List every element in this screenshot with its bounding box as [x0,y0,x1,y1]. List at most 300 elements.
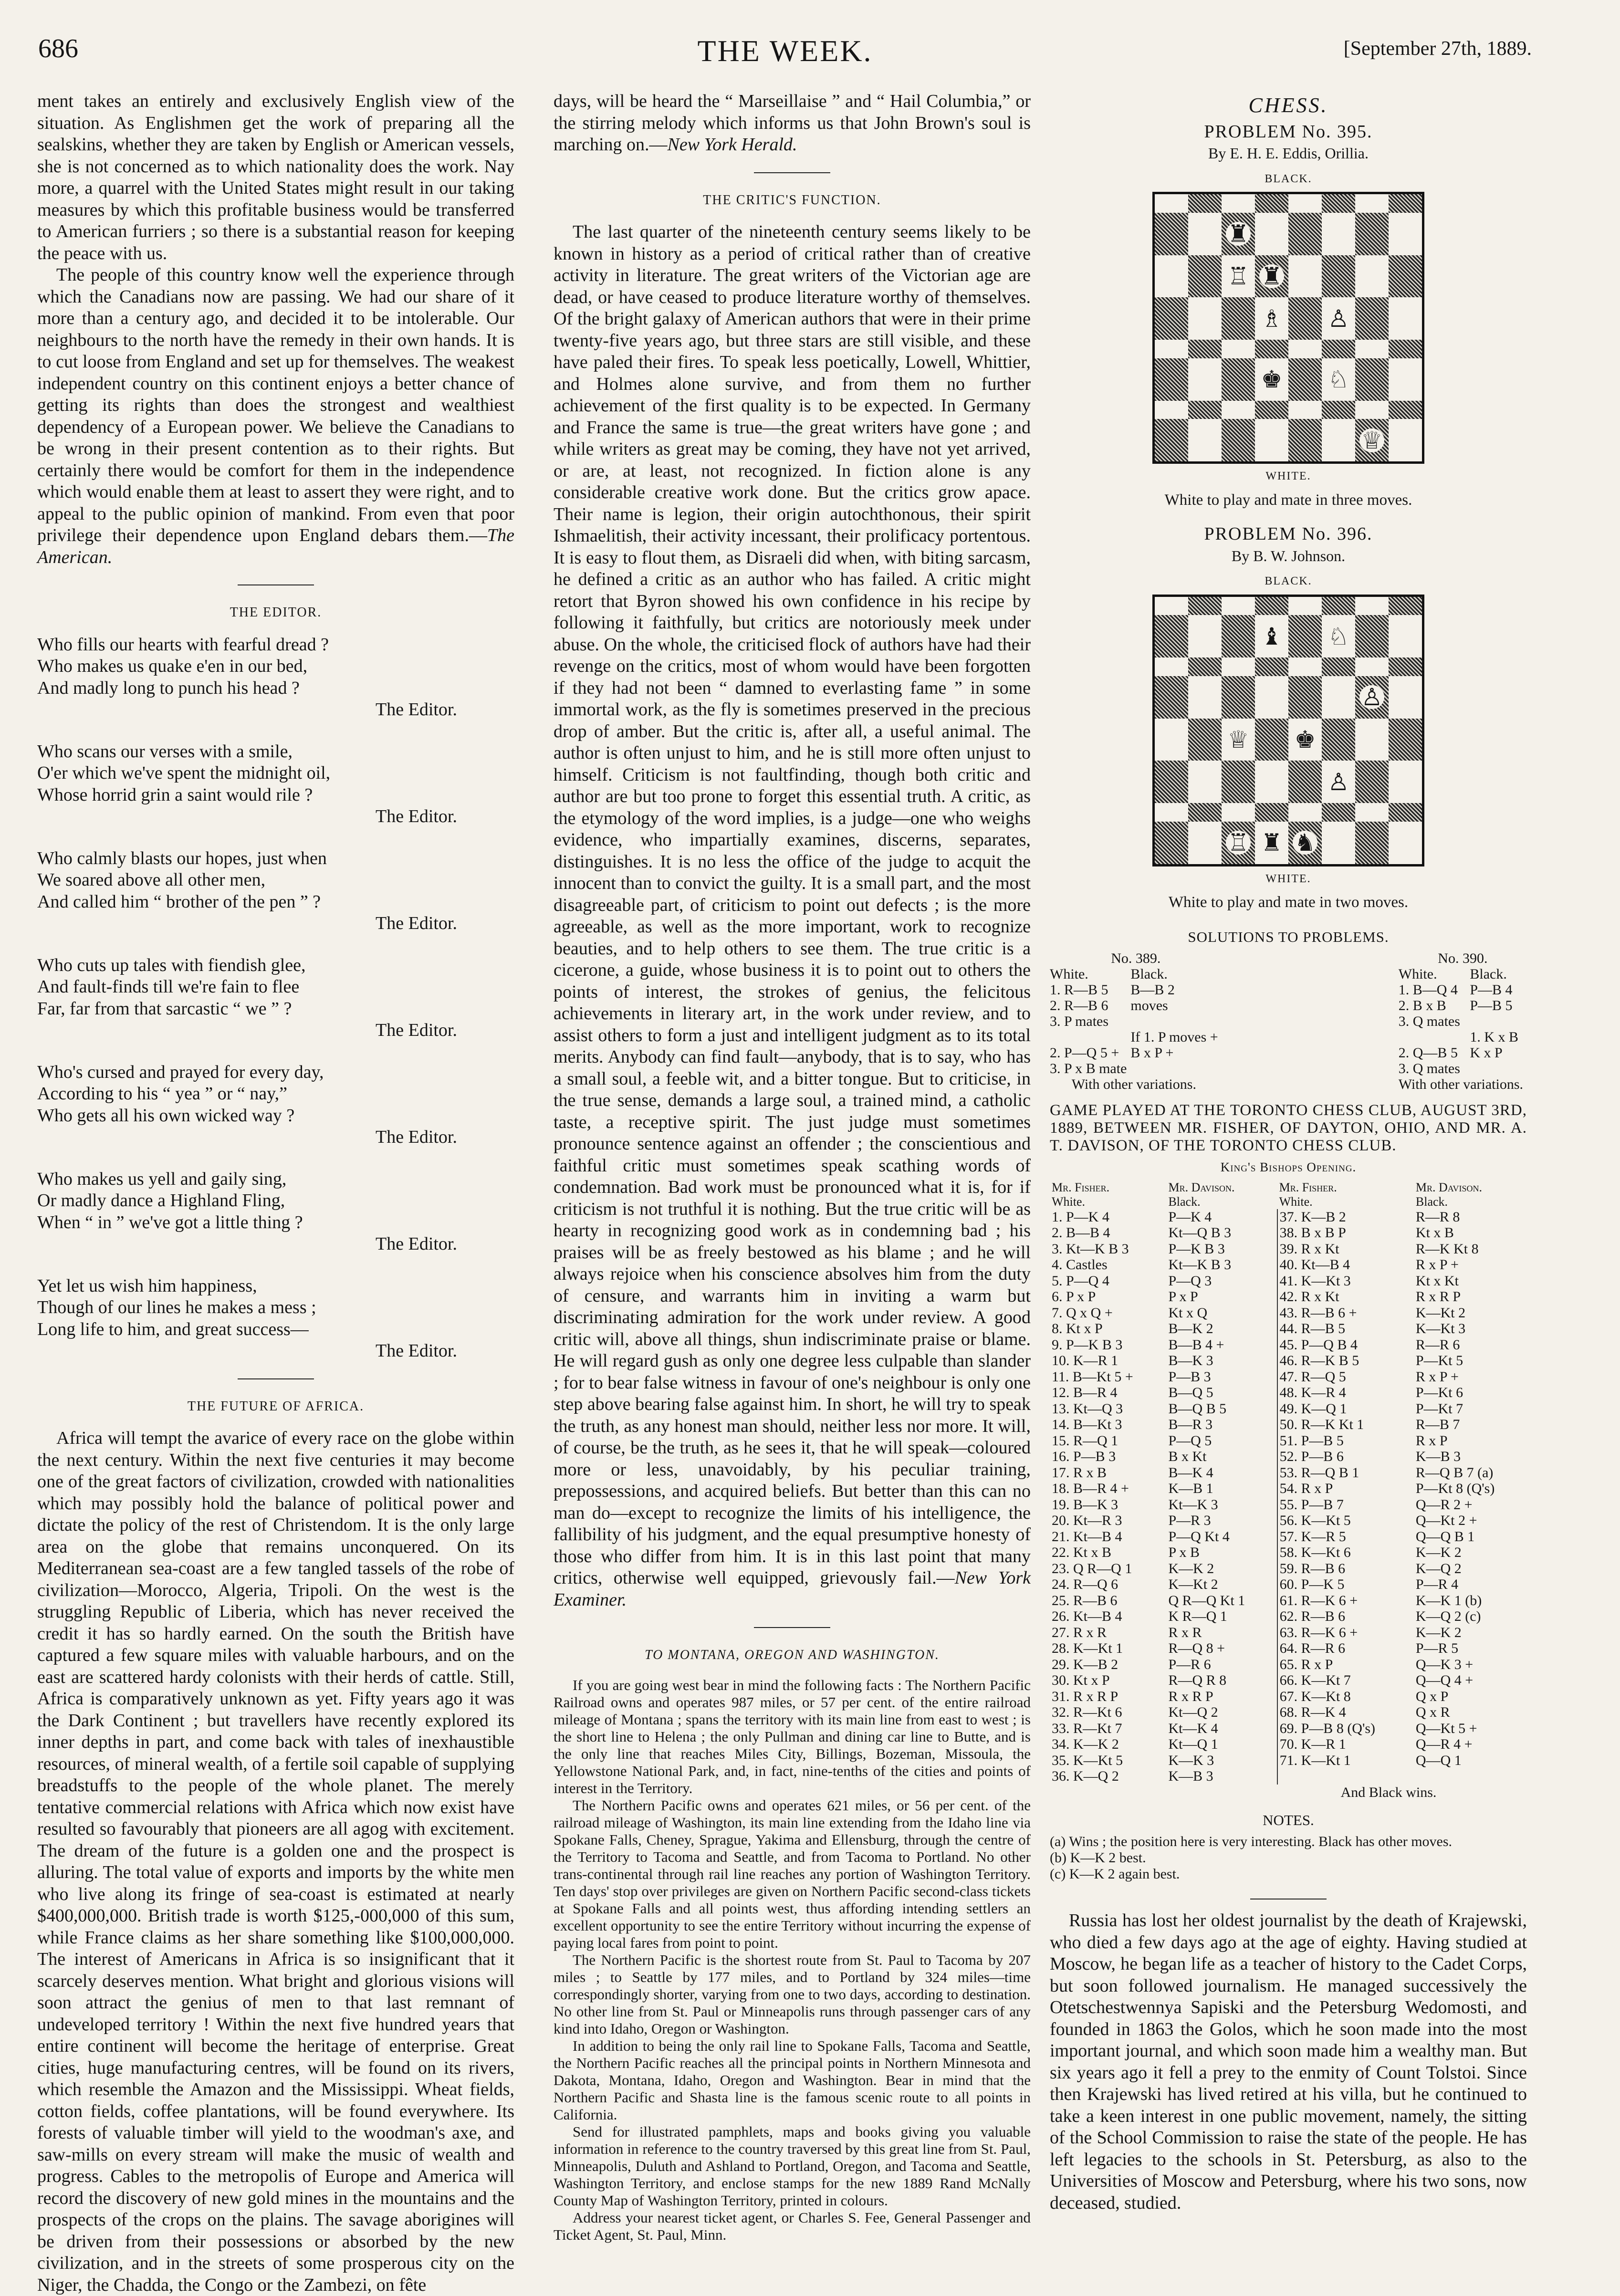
move-cell: 71. K—Kt 1 [1277,1753,1414,1769]
move-cell: P—B 5 [1470,998,1513,1013]
board-square [1255,401,1288,419]
board-square [1155,255,1188,298]
black-label: BLACK. [1265,575,1312,587]
board-square [1288,297,1322,340]
column-header: Black. [1470,966,1507,982]
advert-paragraph: Address your nearest ticket agent, or Charles S. Fee, General Passenger and Ticket Agent, St. Paul, Minn. [554,2209,1031,2243]
chess-piece-icon: ♚ [1293,728,1318,751]
board-square [1155,194,1188,213]
move-cell: 2. Q—B 5 [1398,1045,1458,1061]
board-square [1255,419,1288,461]
board-square [1255,213,1288,255]
move-cell: 20. Kt—R 3 [1052,1513,1122,1528]
board-square [1155,822,1188,864]
move-cell: R—K Kt 8 [1415,1241,1479,1257]
move-cell: 62. R—B 6 [1277,1608,1414,1625]
move-cell: Kt—K 3 [1168,1496,1218,1513]
board-square [1155,401,1188,419]
move-cell: P—Q 5 [1168,1432,1212,1449]
move-cell: 24. R—Q 6 [1052,1576,1118,1592]
game-score-table [1050,1180,1527,1785]
move-cell: R x R [1168,1624,1202,1640]
move-cell: 8. Kt x P [1052,1321,1103,1336]
board-square [1389,719,1422,761]
solution-row [1050,982,1222,998]
move-cell: K x P [1470,1045,1503,1061]
board-square [1288,340,1322,358]
move-cell: 22. Kt x B [1052,1545,1112,1560]
board-square [1389,761,1422,803]
move-cell: 14. B—Kt 3 [1052,1417,1122,1432]
solution-table [1050,950,1222,1092]
page-number: 686 [38,34,78,63]
board-square [1389,255,1422,298]
board-square [1355,761,1389,803]
chess-problem-395 [1050,121,1527,511]
move-cell: 38. B x B P [1277,1225,1414,1241]
board-square [1255,719,1288,761]
move-row [1050,1289,1527,1305]
board-square [1222,297,1255,340]
board-square [1222,761,1255,803]
move-cell [1130,1013,1222,1029]
move-cell: 1. K x B [1470,1029,1519,1045]
move-cell [1470,1013,1527,1029]
verse-line: And fault-finds till we're fain to flee [37,977,300,997]
opening-name: King's Bishops Opening. [1220,1160,1357,1174]
board-square [1288,719,1322,761]
board-square [1355,803,1389,822]
board-square [1188,297,1222,340]
move-cell [1050,1029,1130,1045]
solutions-heading: SOLUTIONS TO PROBLEMS. [1188,928,1389,945]
move-cell: 53. R—Q B 1 [1277,1465,1414,1481]
move-cell: B—B 2 [1130,982,1175,998]
board-square [1322,719,1355,761]
problem-author: By B. W. Johnson. [1231,547,1346,564]
solution-row [1399,998,1527,1013]
board-square [1222,401,1255,419]
verse-line: Who cuts up tales with fiendish glee, [37,955,306,975]
move-cell: R x P + [1415,1368,1459,1385]
board-square [1322,297,1355,340]
board-square [1155,761,1188,803]
article-heading: THE FUTURE OF AFRICA. [187,1398,365,1414]
move-cell: 26. Kt—B 4 [1052,1608,1122,1624]
board-square [1155,803,1188,822]
move-cell: 33. R—Kt 7 [1052,1720,1122,1736]
board-square [1322,419,1355,461]
move-cell: R—Q B 7 (a) [1415,1464,1494,1481]
chess-piece-icon: ♜ [1259,264,1285,288]
move-cell: K—K 1 (b) [1415,1592,1482,1608]
column-header: Black. [1130,966,1168,982]
move-cell: Q—Q B 1 [1415,1528,1475,1545]
divider [754,172,830,173]
move-cell: Q—Q 1 [1415,1752,1462,1768]
move-row [1050,1465,1527,1481]
board-square [1389,597,1422,616]
board-square [1288,615,1322,657]
move-cell: 67. K—Kt 8 [1277,1689,1414,1705]
player-header: Mr. Davison. Black. [1168,1180,1235,1209]
board-square [1222,676,1255,719]
solution-row [1050,1029,1222,1045]
move-cell: 68. R—K 4 [1277,1704,1414,1721]
board-square [1389,615,1422,657]
board-square [1255,194,1288,213]
board-square [1255,676,1288,719]
board-square [1188,213,1222,255]
verse-line: According to his “ yea ” or “ nay,” [37,1084,288,1104]
board-square [1355,297,1389,340]
move-cell: 5. P—Q 4 [1052,1273,1109,1289]
move-cell: R—R 8 [1415,1209,1460,1225]
move-cell: 49. K—Q 1 [1277,1401,1414,1417]
move-cell: P—B 4 [1470,982,1513,998]
board-square [1188,597,1222,616]
poem-credit: The Editor. [376,699,457,720]
poem-stanza [37,741,514,828]
board-square [1155,340,1188,358]
move-cell: 50. R—K Kt 1 [1277,1417,1414,1433]
chess-piece-icon: ♖ [1226,264,1251,288]
game-note: (a) Wins ; the position here is very interesting. Black has other moves. [1050,1834,1453,1849]
move-row [1050,1417,1527,1433]
article-paragraph: The people of this country know well the experience through which the Canadians now are passing. We had our share of it more than a century ago, and decided it to be intolerable. Our neighbours to the north have the remedy in their own hands. It is to cut loose from England and set up for themselves. The weakest independent country on this continent enjoys a better chance of getting its rights than does the strongest and wealthiest dependency of a European power. We believe the Canadians to be wrong in their present contention as to their rights. But certainly there would be comfort for them in the independence which would enable them at least to assert they were right, and to appeal to the public opinion of mankind. From even that poor privilege their dependence upon England debars them.—The American. [37,265,514,567]
move-cell: Kt—K B 3 [1168,1257,1232,1273]
chess-board [1152,192,1424,464]
solution-footer: With other variations. [1071,1076,1196,1092]
move-cell [1399,1029,1470,1045]
board-square [1389,297,1422,340]
game-note: (b) K—K 2 best. [1050,1850,1146,1866]
move-cell: P—R 5 [1415,1640,1459,1656]
board-square [1322,358,1355,401]
board-square [1322,822,1355,864]
article-paragraph: Africa will tempt the avarice of every race on the globe within the next century. Within the next five centuries it may become one of the great factors of civilization, crowded with nationalities which may possibly hold the balance of political power and dictate the policy of the rest of Christendom. It is the only large area on the globe that remains unconquered. On its Mediterranean sea-coast are a few tangled tassels of the robe of civilization—Morocco, Algeria, Tripoli. On the west is the struggling Republic of Liberia, which has never received the credit it has so hardly earned. On the south the British have captured a few square miles with valuable harbours, and on the east are scattered hardy colonists with their herds of cattle. Still, Africa is comparatively unknown as yet. Fifty years ago it was the Dark Continent ; but travellers have recently explored its inner depths in part, and come back with tales of inexhaustible resources, of mineral wealth, of a fertile soil capable of supplying breadstuffs to the people of the whole planet. The merely tentative commercial relations with Africa which now exist have resulted so favourably that pioneers are all agog with excitement. The dream of the future is a golden one and the prospect is alluring. The total value of exports and imports by the white men who live along its fringe of sea-coast is estimated at nearly $400,000,000. British trade is worth $125,-000,000 of this sum, while France claims as her share something like $100,000,000. The interest of Americans in Africa is so insignificant that it scarcely deserves mention. What bright and glorious visions will soon attract the genius of men to that last remnant of undeveloped territory ! Within the next five hundred years that entire continent will become the heritage of enterprise. Great cities, huge manufacturing centres, will be found on its rivers, which resemble the Amazon and the Mississippi. Wheat fields, cotton fields, coffee plantations, will be found everywhere. Its forests of valuable timber will yield to the woodman's axe, and saw-mills on every stream will make the music of wealth and progress. Cables to the metropolis of Europe and America will record the discovery of new gold mines in the mountains and the prospects of the crops on the plains. The savage aborigines will be driven from their possessions or absorbed by the new civilization, and in the streets of some prosperous city on the Niger, the Chadda, the Congo or the Zambezi, on fête [37,1428,514,2295]
move-row [1050,1721,1527,1737]
move-cell: K—K 3 [1168,1752,1214,1768]
problem-caption: White to play and mate in two moves. [1168,894,1409,911]
move-cell: 25. R—B 6 [1052,1592,1118,1608]
board-square [1155,419,1188,461]
chess-piece-icon: ♜ [1226,222,1251,246]
board-square [1188,615,1222,657]
move-cell: 10. K—R 1 [1052,1353,1118,1368]
move-cell: Kt—K 4 [1168,1720,1218,1736]
board-square [1222,657,1255,676]
move-cell: R—Q 8 + [1168,1640,1225,1656]
move-cell: 30. Kt x P [1052,1672,1110,1688]
board-square [1355,255,1389,298]
move-cell: 61. R—K 6 + [1277,1593,1414,1609]
move-cell: P—Q 3 [1168,1273,1212,1289]
move-cell: P—B 3 [1168,1368,1211,1385]
move-cell: 4. Castles [1052,1257,1108,1273]
board-square [1288,761,1322,803]
board-square [1188,803,1222,822]
issue-date: [September 27th, 1889. [1343,38,1532,60]
column-header: White. [1050,966,1088,982]
board-square [1222,340,1255,358]
advert-heading: TO MONTANA, OREGON AND WASHINGTON. [645,1648,940,1662]
solution-row [1399,1061,1527,1076]
move-cell: 23. Q R—Q 1 [1052,1560,1132,1576]
board-square [1389,401,1422,419]
move-cell: 6. P x P [1052,1289,1096,1305]
move-cell: P—Kt 5 [1415,1353,1463,1368]
move-cell: K—B 3 [1168,1768,1213,1784]
move-cell: Kt—Q 1 [1168,1736,1218,1752]
move-row [1050,1625,1527,1641]
move-cell: P—Q Kt 4 [1168,1528,1230,1545]
advert-paragraph: In addition to being the only rail line to Spokane Falls, Tacoma and Seattle, the Northern Pacific reaches all the principal points in Northern Minnesota and Dakota, Montana, Idaho, Oregon and Washington. Bear in mind that the Northern Pacific and Shasta line is the famous scenic route to all points in California. [554,2037,1031,2123]
board-square [1322,401,1355,419]
move-cell: Q—R 4 + [1415,1736,1473,1752]
move-cell: 9. P—K B 3 [1052,1336,1123,1353]
board-square [1355,822,1389,864]
move-cell: R x R P [1168,1688,1213,1704]
board-square [1355,597,1389,616]
board-square [1288,255,1322,298]
board-square [1355,719,1389,761]
chess-piece-icon: ♕ [1359,428,1385,452]
board-square [1288,676,1322,719]
move-cell: 44. R—B 5 [1277,1321,1414,1337]
move-cell: 31. R x R P [1052,1688,1118,1704]
chess-piece-icon: ♘ [1326,625,1351,648]
board-square [1222,615,1255,657]
board-square [1188,194,1222,213]
board-square [1322,657,1355,676]
solution-table [1399,950,1527,1092]
move-cell: 2. B x B [1398,998,1446,1013]
board-square [1389,803,1422,822]
move-cell: 2. B—B 4 [1052,1225,1110,1241]
white-label: WHITE. [1265,470,1311,482]
verse-line: Yet let us wish him happiness, [37,1275,257,1296]
advert-paragraph: Send for illustrated pamphlets, maps and books giving you valuable information in reference to the country traversed by this great line from St. Paul, Minneapolis, Duluth and Ashland to Portland, Oregon, and Tacoma and Seattle, Washington Territory, and enclose stamps for the new 1889 Rand McNally County Map of Washington Territory, printed in colours. [554,2123,1031,2209]
game-result: And Black wins. [1340,1784,1437,1800]
board-square [1288,213,1322,255]
move-row [1050,1273,1527,1289]
move-cell: 3. P mates [1050,1013,1109,1029]
poem-stanza [37,1169,514,1255]
move-cell: Q—Kt 5 + [1415,1720,1477,1736]
move-cell: P—R 4 [1415,1576,1459,1592]
move-cell: 29. K—B 2 [1052,1656,1118,1672]
move-row [1050,1640,1527,1657]
page-header [38,33,1532,76]
move-cell [1470,1061,1527,1076]
russia-article: Russia has lost her oldest journalist by the death of Krajewski, who died a few days ago at the age of eighty. Having studied at Moscow, he began life as a teacher of history to the Cadet Corps, but soon followed journalism. He managed successively the Otetschestwennya Sapiski and the Petersburg Wedomosti, and founded in 1863 the Golos, which he soon made into the most important journal, and which soon made him a wealthy man. But six years ago it fell a prey to the enmity of Count Tolstoi. Since then Krajewski has lived retired at his villa, but he continued to take a keen interest in one public movement, namely, the sitting of the School Commission to raise the state of the people. He has left legacies to the schools in St. Petersburg, as also to the Universities of Moscow and Petersburg, where his two sons, now deceased, studied. [1050,1910,1527,2213]
divider [238,584,314,585]
move-cell: 64. R—R 6 [1277,1640,1414,1657]
chess-piece-icon: ♚ [1259,367,1285,391]
move-row [1050,1225,1527,1241]
verse-line: And madly long to punch his head ? [37,678,300,698]
board-square [1255,657,1288,676]
move-row [1050,1672,1527,1689]
board-square [1389,676,1422,719]
move-cell: Q R—Q Kt 1 [1168,1592,1245,1608]
move-cell: B—K 3 [1168,1353,1213,1368]
move-cell: K—B 1 [1168,1481,1213,1496]
move-row [1050,1209,1527,1225]
board-square [1288,597,1322,616]
move-cell: 46. R—K B 5 [1277,1353,1414,1369]
move-cell [1277,1768,1414,1785]
board-square [1322,194,1355,213]
move-cell: 65. R x P [1277,1657,1414,1673]
solution-row [1050,998,1222,1013]
move-cell: 52. P—B 6 [1277,1449,1414,1465]
board-square [1155,719,1188,761]
move-cell: K—Kt 2 [1415,1305,1466,1321]
solution-number: No. 389. [1111,950,1161,966]
problem-caption: White to play and mate in three moves. [1164,491,1412,509]
move-row [1050,1529,1527,1545]
poem-credit: The Editor. [376,913,457,933]
board-square [1255,297,1288,340]
poem-final-stanza [37,1275,514,1362]
move-cell: P—Kt 8 (Q's) [1415,1481,1495,1496]
column-3 [1050,91,1527,2214]
board-square [1188,255,1222,298]
move-row [1050,1608,1527,1625]
board-square [1155,676,1188,719]
move-cell: 19. B—K 3 [1052,1496,1118,1513]
board-square [1222,803,1255,822]
board-square [1155,358,1188,401]
board-square [1188,657,1222,676]
board-square [1355,194,1389,213]
solution-row [1050,1045,1222,1061]
advert-paragraph: The Northern Pacific owns and operates 621 miles, or 56 per cent. of the railroad mileage of Washington, its main line extending from the Idaho line via Spokane Falls, Cheney, Sprague, Yakima and Ellensburg, through the centre of the Territory to Tacoma and Seattle, and from Tacoma to Portland. No other trans-continental through rail line reaches any portion of Washington Territory. Ten days' stop over privileges are given on Northern Pacific second-class tickets at Spokane Falls and all points west, thus affording intending settlers an excellent opportunity to see the entire Territory without incurring the expense of paying local fares from point to point. [554,1796,1031,1951]
board-square [1355,213,1389,255]
verse-line: Who makes us yell and gaily sing, [37,1169,287,1189]
move-cell: K—B 3 [1415,1449,1461,1464]
move-cell: 1. B—Q 4 [1398,982,1458,998]
move-cell: Q x R [1415,1704,1450,1720]
board-square [1255,803,1288,822]
move-cell: B—Q B 5 [1168,1400,1227,1417]
advert-paragraph: If you are going west bear in mind the following facts : The Northern Pacific Railroad owns and operates 987 miles, or 57 per cent. of the entire railroad mileage of Montana ; spans the territory with its main line from east to west ; is the short line to Helena ; the only Pullman and dining car line to Butte, and is the only line that reaches Miles City, Billings, Bozeman, Missoula, the Yellowstone National Park, and, in fact, nine-tenths of the cities and points of interest in the Territory. [554,1676,1031,1796]
move-cell: Kt x Kt [1415,1273,1459,1289]
move-cell: 13. Kt—Q 3 [1052,1400,1123,1417]
move-cell: Q—Kt 2 + [1415,1513,1477,1528]
move-row [1050,1257,1527,1273]
move-cell: 12. B—R 4 [1052,1385,1118,1400]
board-square [1322,597,1355,616]
divider [238,1378,314,1379]
verse-line: When “ in ” we've got a little thing ? [37,1212,303,1232]
verse-line: Long life to him, and great success— [37,1319,309,1339]
move-cell: 54. R x P [1277,1481,1414,1497]
board-square [1188,761,1222,803]
move-cell: Q—Q 4 + [1415,1672,1474,1688]
poem-credit: The Editor. [376,806,457,826]
move-cell: 66. K—Kt 7 [1277,1672,1414,1689]
solution-row [1050,1061,1222,1076]
move-cell: 1. P—K 4 [1052,1209,1109,1225]
verse-line: Who calmly blasts our hopes, just when [37,848,327,868]
verse-line: Who gets all his own wicked way ? [37,1105,295,1126]
notes-heading: NOTES. [1263,1811,1314,1828]
move-cell: Kt—Q 2 [1168,1704,1218,1720]
move-row [1050,1704,1527,1721]
move-row [1050,1657,1527,1673]
move-cell: K—Q 2 [1415,1560,1462,1576]
move-cell: B—Q 5 [1168,1385,1213,1400]
board-square [1355,676,1389,719]
solution-row [1050,1013,1222,1029]
masthead-title: THE WEEK. [697,34,873,68]
chess-piece-icon: ♞ [1293,831,1318,855]
verse-line: And called him “ brother of the pen ” ? [37,891,321,912]
board-square [1155,657,1188,676]
move-cell [1414,1768,1527,1785]
move-cell [1130,1061,1222,1076]
board-square [1188,358,1222,401]
board-square [1389,419,1422,461]
solution-row [1399,1029,1527,1045]
board-square [1389,822,1422,864]
poem-credit: The Editor. [376,1020,457,1040]
board-square [1389,213,1422,255]
board-square [1288,803,1322,822]
move-cell: R—Q R 8 [1168,1672,1227,1688]
move-cell: 36. K—Q 2 [1052,1768,1119,1784]
verse-line: Who's cursed and prayed for every day, [37,1062,324,1082]
move-cell: Kt—Q B 3 [1168,1225,1232,1241]
verse-line: Or madly dance a Highland Fling, [37,1190,285,1211]
black-label: BLACK. [1265,172,1312,185]
move-row [1050,1561,1527,1577]
article-continuation: ment takes an entirely and exclusively English view of the situation. As Englishmen get the work of preparing all the sealskins, whether they are taken by English or American vessels, she is not concerned as to which nationality does the work. Nay more, a quarrel with the United States might result in our taking measures by which this profitable business would be transferred to American furriers ; so there is a substantial reason for keeping the peace with us. [37,91,514,263]
chess-piece-icon: ♙ [1326,307,1351,331]
solution-row [1399,1045,1527,1061]
board-square [1222,419,1255,461]
column-1 [37,91,514,2296]
board-square [1188,419,1222,461]
board-square [1322,615,1355,657]
board-square [1288,822,1322,864]
board-square [1322,213,1355,255]
verse-line: Far, far from that sarcastic “ we ” ? [37,998,292,1019]
board-square [1288,194,1322,213]
move-cell: 55. P—B 7 [1277,1497,1414,1513]
board-square [1322,803,1355,822]
move-cell: If 1. P moves + [1130,1029,1218,1045]
board-square [1222,358,1255,401]
move-cell: 60. P—K 5 [1277,1576,1414,1593]
board-square [1222,255,1255,298]
move-cell: B—K 2 [1168,1321,1213,1336]
advert-paragraph: The Northern Pacific is the shortest route from St. Paul to Tacoma by 207 miles ; to Seattle by 177 miles, and to Portland by 324 miles—time correspondingly shorter, varying from one to two days, according to destination. No other line from St. Paul or Minneapolis runs through passenger cars of any kind into Idaho, Oregon or Washington. [554,1951,1031,2037]
move-cell: B—B 4 + [1168,1336,1224,1353]
move-row [1050,1545,1527,1561]
move-cell: 11. B—Kt 5 + [1052,1368,1133,1385]
move-cell: 34. K—K 2 [1052,1736,1119,1752]
poem-credit: The Editor. [376,1127,457,1147]
poem-stanza [37,955,514,1042]
move-row [1050,1449,1527,1465]
board-square [1222,822,1255,864]
board-square [1155,297,1188,340]
move-cell: 70. K—R 1 [1277,1736,1414,1753]
